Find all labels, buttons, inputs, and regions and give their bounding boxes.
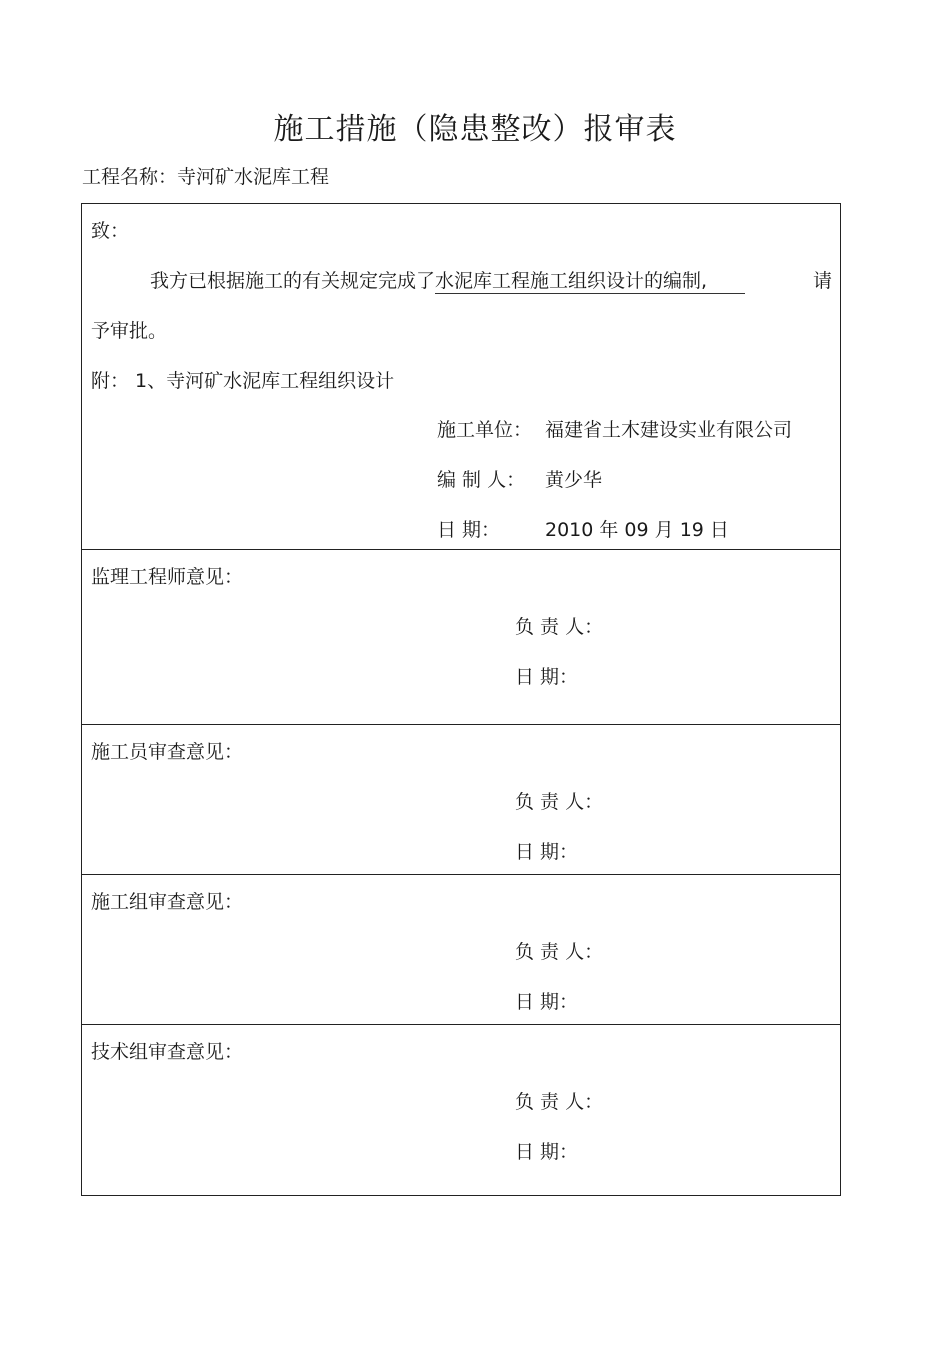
body-prefix: 我方已根据施工的有关规定完成了 bbox=[150, 270, 436, 292]
construction-unit-label: 施工单位： bbox=[437, 419, 533, 441]
body-underlined-text: 水泥库工程施工组织设计的编制, bbox=[435, 266, 745, 294]
submission-body-line1 bbox=[150, 266, 745, 294]
responsible-person-label: 负 责 人： bbox=[515, 791, 604, 813]
responsible-person-label: 负 责 人： bbox=[515, 1091, 604, 1113]
responsible-person-field[interactable] bbox=[515, 612, 603, 639]
responsible-person-field[interactable] bbox=[515, 787, 603, 814]
attachment-line: 附： 1、寺河矿水泥库工程组织设计 bbox=[91, 370, 395, 392]
review-date-field[interactable] bbox=[515, 837, 578, 864]
review-date-label: 日 期： bbox=[515, 1141, 579, 1163]
review-date-field[interactable] bbox=[515, 662, 578, 689]
review-date-label: 日 期： bbox=[515, 991, 579, 1013]
construction-staff-review-section bbox=[82, 725, 840, 875]
supervisor-opinion-section bbox=[82, 550, 840, 725]
section-heading: 施工组审查意见： bbox=[91, 891, 244, 913]
body-suffix: 请 bbox=[812, 270, 832, 292]
project-name-value: 寺河矿水泥库工程 bbox=[177, 166, 330, 188]
responsible-person-label: 负 责 人： bbox=[515, 616, 604, 638]
author-label: 编 制 人： bbox=[437, 469, 526, 491]
submission-body-line2: 予审批。 bbox=[91, 320, 168, 342]
submission-section bbox=[82, 204, 840, 550]
construction-group-review-section bbox=[82, 875, 840, 1025]
review-date-field[interactable] bbox=[515, 1137, 578, 1164]
review-date-field[interactable] bbox=[515, 987, 578, 1014]
submission-date-value: 2010 年 09 月 19 日 bbox=[545, 519, 729, 541]
submission-date-line bbox=[437, 515, 729, 542]
construction-unit-value: 福建省土木建设实业有限公司 bbox=[545, 419, 793, 441]
project-name-line bbox=[82, 162, 329, 189]
submission-date-label: 日 期： bbox=[437, 519, 501, 541]
document-title: 施工措施（隐患整改）报审表 bbox=[273, 112, 677, 147]
section-heading: 监理工程师意见： bbox=[91, 566, 244, 588]
responsible-person-label: 负 责 人： bbox=[515, 941, 604, 963]
construction-unit-line bbox=[437, 415, 792, 442]
section-heading: 施工员审查意见： bbox=[91, 741, 244, 763]
author-line bbox=[437, 465, 602, 492]
author-value: 黄少华 bbox=[545, 469, 603, 491]
addressee-label: 致： bbox=[91, 220, 130, 242]
responsible-person-field[interactable] bbox=[515, 937, 603, 964]
review-date-label: 日 期： bbox=[515, 841, 579, 863]
section-heading: 技术组审查意见： bbox=[91, 1041, 244, 1063]
approval-form-table bbox=[81, 203, 841, 1196]
review-date-label: 日 期： bbox=[515, 666, 579, 688]
responsible-person-field[interactable] bbox=[515, 1087, 603, 1114]
project-name-label: 工程名称： bbox=[82, 166, 178, 188]
technical-group-review-section bbox=[82, 1025, 840, 1195]
